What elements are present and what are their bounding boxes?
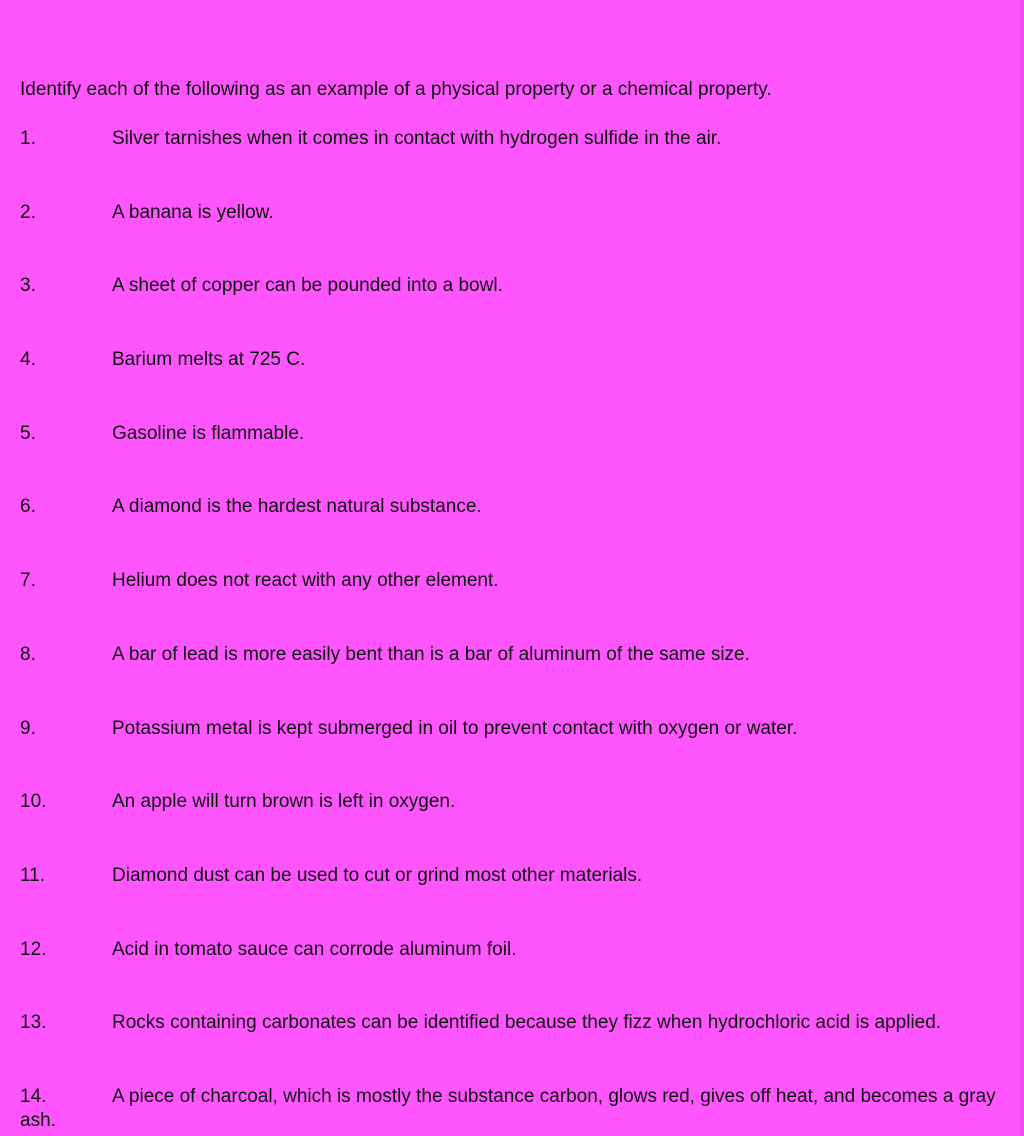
question-item	[20, 790, 1020, 864]
question-number: 11.	[20, 864, 46, 886]
question-number: 1.	[20, 128, 36, 149]
question-list	[20, 127, 1020, 1133]
instructions-text: Identify each of the following as an example of a physical property or a chemical property.	[20, 79, 772, 100]
question-text: Potassium metal is kept submerged in oil to prevent contact with oxygen or water.	[112, 717, 798, 739]
question-number: 2.	[20, 201, 36, 223]
question-text: Barium melts at 725 C.	[112, 349, 306, 371]
question-item	[20, 864, 1020, 938]
question-number: 4.	[20, 349, 36, 371]
question-item	[20, 127, 1020, 201]
question-number: 8.	[20, 643, 36, 665]
question-number: 5.	[20, 422, 36, 444]
question-number: 7.	[20, 570, 36, 592]
question-number: 13.	[20, 1012, 47, 1034]
question-number: 6.	[20, 496, 36, 518]
question-item	[20, 422, 1020, 496]
question-item	[20, 569, 1020, 643]
question-text: A piece of charcoal, which is mostly the substance carbon, glows red, gives off heat, and becomes a gray ash.	[20, 1085, 996, 1131]
question-text: Gasoline is flammable.	[112, 422, 305, 444]
question-number: 10.	[20, 791, 47, 813]
question-number: 12.	[20, 938, 47, 960]
question-text: Diamond dust can be used to cut or grind most other materials.	[112, 864, 643, 886]
page-edge	[1020, 0, 1024, 1136]
question-item	[20, 938, 1020, 1012]
question-text: Acid in tomato sauce can corrode aluminum foil.	[112, 938, 517, 960]
question-item	[20, 1085, 1020, 1133]
question-number: 9.	[20, 717, 36, 739]
question-text: A sheet of copper can be pounded into a bowl.	[112, 275, 503, 297]
question-item	[20, 717, 1020, 791]
question-item	[20, 643, 1020, 717]
question-text: Silver tarnishes when it comes in contact with hydrogen sulfide in the air.	[112, 128, 722, 149]
question-text: Helium does not react with any other element.	[112, 570, 499, 592]
question-text: A bar of lead is more easily bent than is a bar of aluminum of the same size.	[112, 643, 750, 665]
question-item	[20, 1011, 1020, 1085]
question-text: Rocks containing carbonates can be identified because they fizz when hydrochloric acid is applied.	[112, 1012, 942, 1034]
question-item	[20, 495, 1020, 569]
question-number: 14.	[20, 1085, 47, 1107]
question-item	[20, 201, 1020, 275]
question-item	[20, 348, 1020, 422]
question-text: A banana is yellow.	[112, 201, 274, 223]
question-number: 3.	[20, 275, 36, 297]
question-item	[20, 274, 1020, 348]
question-text: A diamond is the hardest natural substance.	[112, 496, 482, 518]
question-text: An apple will turn brown is left in oxygen.	[112, 791, 456, 813]
